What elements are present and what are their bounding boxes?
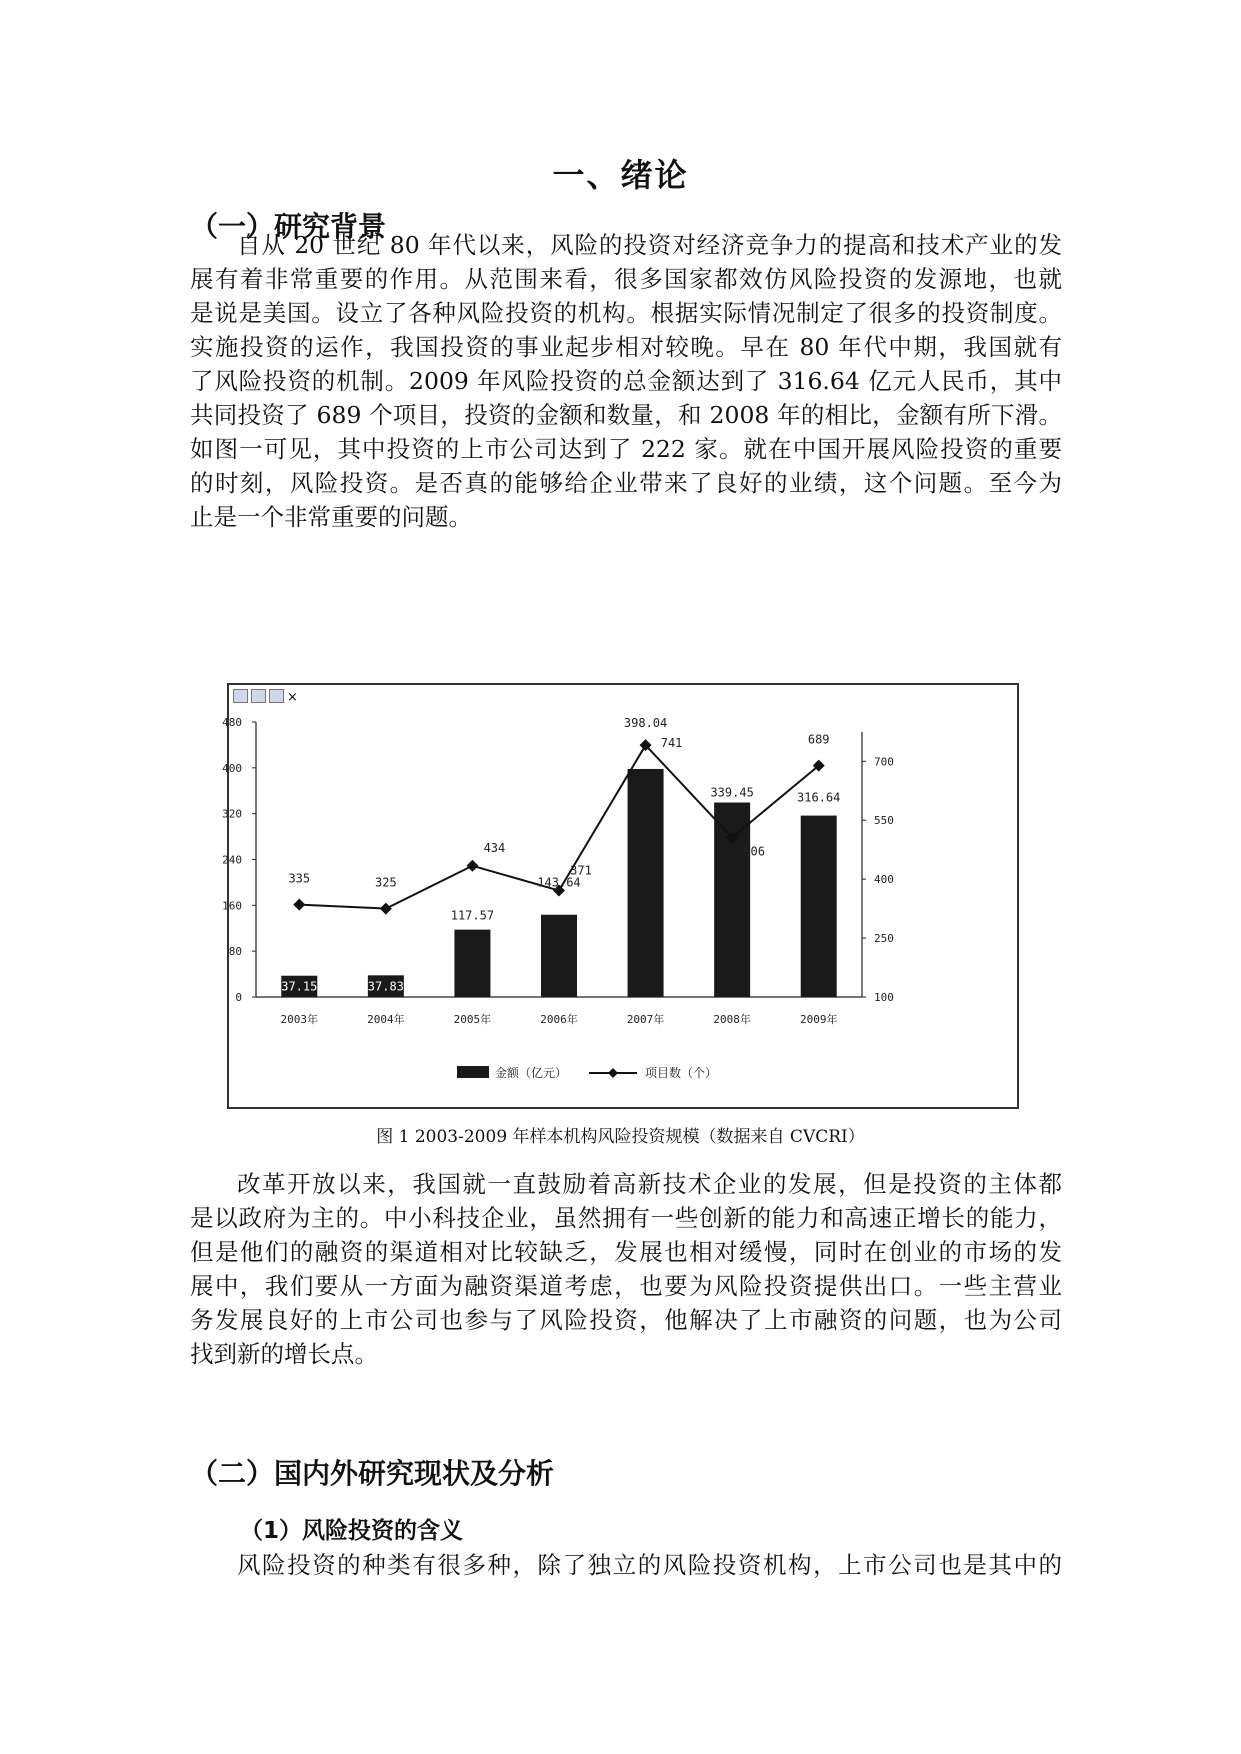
legend-line-marker (608, 1068, 618, 1078)
bar (628, 769, 664, 997)
text-line: 共同投资了 689 个项目，投资的金额和数量，和 2008 年的相比，金额有所下滑。 (190, 401, 1062, 429)
right-tick-label: 250 (874, 932, 894, 946)
bar (801, 816, 837, 997)
left-tick-label: 240 (222, 853, 242, 867)
text-line: 务发展良好的上市公司也参与了风险投资，他解决了上市融资的问题，也为公司 (190, 1306, 1062, 1334)
left-tick-label: 80 (228, 945, 242, 959)
right-tick-label: 550 (874, 814, 894, 828)
legend-bar-label: 金额（亿元） (495, 1066, 568, 1080)
text-line: 是以政府为主的。中小科技企业，虽然拥有一些创新的能力和高速正增长的能力， (190, 1204, 1062, 1232)
left-tick-label: 0 (235, 991, 242, 1004)
line-point (380, 903, 392, 915)
right-tick-label: 700 (874, 755, 894, 769)
x-tick-label: 2009年 (799, 1013, 838, 1026)
line-value-label: 325 (375, 875, 397, 890)
line-point (466, 860, 478, 872)
chart-figure (222, 683, 1019, 1109)
text-line: 自从 20 世纪 80 年代以来，风险的投资对经济竞争力的提高和技术产业的发 (237, 231, 1062, 259)
text-line: 止是一个非常重要的问题。 (190, 503, 472, 531)
bar (541, 915, 577, 997)
text-line: 的时刻，风险投资。是否真的能够给企业带来了良好的业绩，这个问题。至今为 (190, 469, 1062, 497)
line-value-label: 434 (483, 840, 506, 855)
copy-icon[interactable] (233, 689, 248, 703)
investment-chart (222, 685, 1017, 1107)
chart-toolbar (233, 688, 301, 703)
line-value-label: 506 (743, 844, 765, 859)
bar-value-label: 37.83 (367, 979, 404, 994)
text-line: 是说是美国。设立了各种风险投资的机构。根据实际情况制定了很多的投资制度。 (190, 299, 1062, 327)
bar-value-label: 339.45 (710, 785, 754, 800)
line-value-label: 689 (807, 732, 830, 747)
x-tick-label: 2004年 (367, 1013, 405, 1026)
x-tick-label: 2006年 (540, 1013, 578, 1026)
figure-caption: 图 1 2003-2009 年样本机构风险投资规模（数据来自 CVCRI） (376, 1127, 865, 1147)
bar-value-label: 143.64 (537, 875, 581, 890)
left-tick-label: 160 (222, 899, 242, 913)
right-tick-label: 100 (874, 991, 894, 1004)
line-point (293, 899, 305, 911)
paragraph-background (190, 228, 1062, 534)
right-tick-label: 400 (874, 873, 894, 887)
text-line: 风险投资的种类有很多种，除了独立的风险投资机构，上市公司也是其中的 (237, 1551, 1062, 1579)
line-value-label: 335 (288, 871, 311, 886)
text-line: 如图一可见，其中投资的上市公司达到了 222 家。就在中国开展风险投资的重要 (190, 435, 1062, 463)
text-line: 展有着非常重要的作用。从范围来看，很多国家都效仿风险投资的发源地，也就 (190, 265, 1062, 293)
bar-value-label: 117.57 (450, 908, 495, 923)
line-value-label: 741 (660, 736, 683, 751)
bar-value-label: 398.04 (623, 716, 668, 731)
close-icon[interactable]: × (287, 689, 298, 705)
paragraph-reform (190, 1167, 1062, 1371)
x-tick-label: 2005年 (453, 1013, 492, 1026)
left-tick-label: 480 (222, 716, 242, 729)
x-tick-label: 2008年 (713, 1013, 751, 1026)
left-tick-label: 400 (222, 761, 242, 775)
bar (454, 930, 490, 997)
chart-icon[interactable] (251, 689, 266, 703)
text-line: 实施投资的运作，我国投资的事业起步相对较晚。早在 80 年代中期，我国就有 (190, 333, 1062, 361)
x-tick-label: 2007年 (626, 1013, 665, 1026)
text-line: 改革开放以来，我国就一直鼓励着高新技术企业的发展，但是投资的主体都 (237, 1170, 1062, 1198)
subsection-heading-vc-meaning: （1）风险投资的含义 (240, 1518, 464, 1544)
bar-value-label: 316.64 (797, 790, 841, 805)
text-line: 但是他们的融资的渠道相对比较缺乏，发展也相对缓慢，同时在创业的市场的发 (190, 1238, 1062, 1266)
legend-bar-swatch (457, 1066, 489, 1078)
paragraph-vc-meaning (190, 1548, 1062, 1582)
section-heading-research-status: （二）国内外研究现状及分析 (190, 1457, 555, 1490)
bar-value-label: 37.15 (281, 979, 318, 994)
line-value-label: 371 (570, 863, 592, 878)
text-line: 了风险投资的机制。2009 年风险投资的总金额达到了 316.64 亿元人民币，其中 (190, 367, 1062, 395)
edit-icon[interactable] (269, 689, 284, 703)
text-line: 找到新的增长点。 (190, 1340, 378, 1368)
page-title: 一、绪论 (552, 156, 689, 194)
text-line: 展中，我们要从一方面为融资渠道考虑，也要为风险投资提供出口。一些主营业 (190, 1272, 1062, 1300)
section-heading-research-background: （一）研究背景 (190, 210, 387, 243)
x-tick-label: 2003年 (280, 1013, 319, 1026)
left-tick-label: 320 (222, 807, 242, 821)
legend-line-label: 项目数（个） (645, 1066, 718, 1080)
